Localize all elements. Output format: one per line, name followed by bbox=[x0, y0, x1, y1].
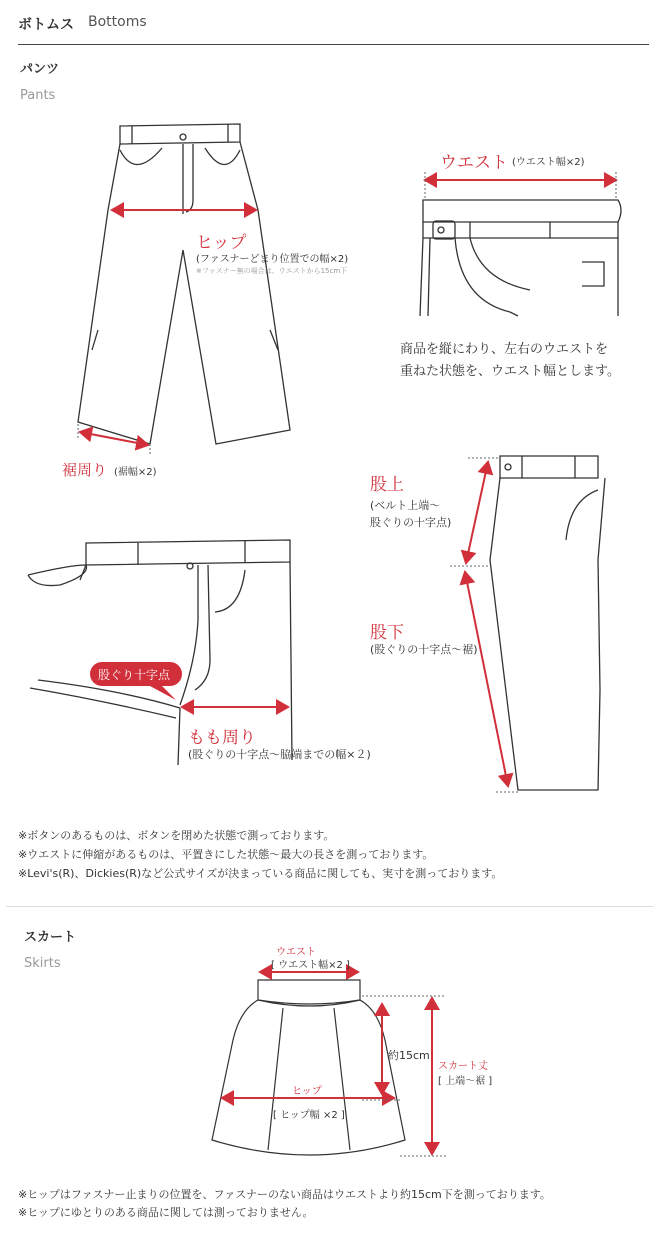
pants-title-jp: パンツ bbox=[20, 62, 60, 77]
thigh-label: もも周り bbox=[188, 728, 256, 748]
section-title-jp: ボトムス bbox=[18, 17, 74, 33]
skirt-length-sub: [ 上端〜裾 ] bbox=[438, 1076, 493, 1087]
inseam-arrow bbox=[465, 572, 508, 786]
skirt-waist-sub: [ ウエスト幅×2 ] bbox=[271, 960, 350, 971]
skirt-waist-label: ウエスト bbox=[276, 947, 316, 958]
pants-note: ※ボタンのあるものは、ボタンを閉めた状態で測っております。 bbox=[18, 829, 335, 842]
pants-outline bbox=[78, 142, 290, 444]
inseam-sub: (股ぐりの十字点〜裾) bbox=[370, 643, 478, 656]
hem-arrow bbox=[80, 432, 148, 445]
side-view bbox=[500, 456, 598, 478]
skirts-title-en: Skirts bbox=[24, 956, 61, 971]
inseam-label: 股下 bbox=[370, 623, 404, 643]
pants-waistband bbox=[120, 124, 240, 144]
waist-note-1: 商品を縦にわり、左右のウエストを bbox=[400, 342, 609, 357]
hip-label: ヒップ bbox=[196, 233, 247, 253]
pants-note: ※Levi's(R)、Dickies(R)など公式サイズが決まっている商品に関しても、実寸を測っております。 bbox=[18, 867, 503, 880]
rise-sub-1: (ベルト上端〜 bbox=[370, 499, 441, 512]
rise-arrow bbox=[466, 462, 488, 563]
thigh-closeup bbox=[86, 540, 290, 565]
pants-title-en: Pants bbox=[20, 88, 56, 103]
hip-sub: (ファスナーどまり位置での幅×2) bbox=[196, 254, 349, 265]
skirts-title-jp: スカート bbox=[24, 930, 77, 945]
waist-note-2: 重ねた状態を、ウエスト幅とします。 bbox=[400, 364, 620, 379]
crotch-badge: 股ぐり十字点 bbox=[98, 668, 171, 682]
rise-label: 股上 bbox=[370, 475, 404, 495]
waist-detail bbox=[423, 200, 621, 222]
rise-sub-2: 股ぐりの十字点) bbox=[370, 516, 452, 529]
thigh-sub: (股ぐりの十字点〜脇端までの幅×２) bbox=[188, 748, 371, 761]
skirt-waistband bbox=[258, 980, 360, 1004]
waist-sub: (ウエスト幅×2) bbox=[512, 157, 585, 168]
skirt-approx: 約15cm bbox=[388, 1049, 430, 1062]
hem-label: 裾周り bbox=[62, 461, 108, 479]
section-divider bbox=[6, 906, 653, 907]
skirt-hip-sub: [ ヒップ幅 ×2 ] bbox=[273, 1110, 345, 1121]
skirt-length-label: スカート丈 bbox=[438, 1061, 488, 1072]
hip-small: ※ファスナー無の場合は、ウエストから15cm下 bbox=[196, 267, 348, 275]
skirt-note: ※ヒップはファスナー止まりの位置を、ファスナーのない商品はウエストより約15cm下を測っております。 bbox=[18, 1188, 551, 1201]
section-title-en: Bottoms bbox=[88, 14, 147, 30]
skirt-body bbox=[212, 1000, 405, 1155]
skirt-hip-label: ヒップ bbox=[292, 1086, 322, 1097]
hem-sub: (裾幅×2) bbox=[114, 467, 157, 478]
skirt-note: ※ヒップにゆとりのある商品に関しては測っておりません。 bbox=[18, 1206, 314, 1219]
pants-note: ※ウエストに伸縮があるものは、平置きにした状態〜最大の長さを測っております。 bbox=[18, 848, 434, 861]
waist-label: ウエスト bbox=[440, 153, 508, 173]
